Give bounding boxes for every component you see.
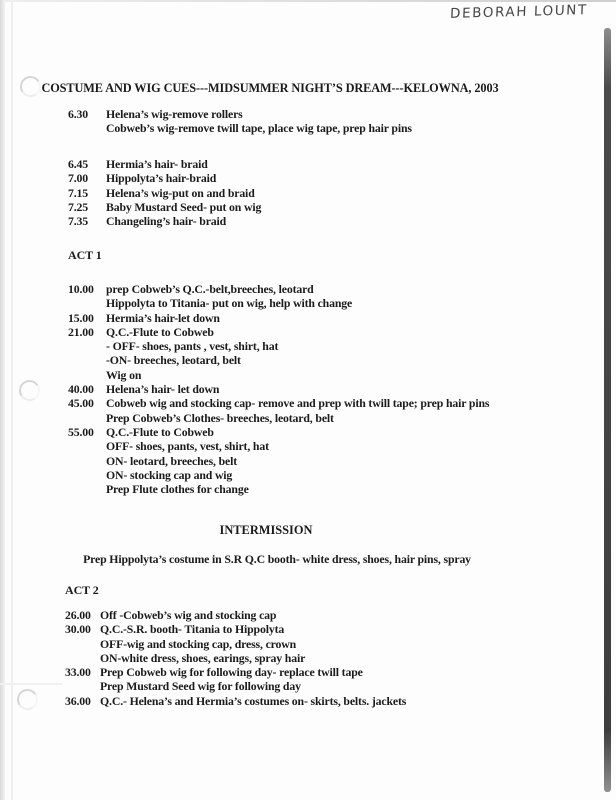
cue-time: 10.00 [68,282,94,296]
cue-text: Off -Cobweb’s wig and stocking cap [100,608,277,622]
cue-row [68,186,261,200]
paper-crease [0,683,62,685]
cue-text: Changeling’s hair- braid [106,214,227,229]
hole-punch-mark [15,687,40,712]
scan-edge-left [0,0,5,800]
cue-text: ON-white dress, shoes, earings, spray hair [100,650,306,665]
cue-text: Prep Cobweb’s Clothes- breeches, leotard, belt [106,410,334,425]
cue-time: 7.15 [68,185,89,200]
cue-time: 7.35 [68,214,89,229]
cue-row [68,425,489,439]
act1-heading: ACT 1 [68,248,102,262]
document-title: COSTUME AND WIG CUES---MIDSUMMER NIGHT’S DREAM---KELOWNA, 2003 [41,81,499,95]
cue-text: Prep Mustard Seed wig for following day [100,679,301,694]
cue-row [68,121,412,135]
cue-time: 21.00 [68,324,94,339]
act1-cue-list [68,282,489,496]
cue-text: Q.C.-Flute to Cobweb [106,324,214,339]
cue-text: Hermia’s hair- braid [106,157,208,171]
cue-time [68,468,106,482]
preshow-cue-group-1 [68,107,412,136]
cue-time: 15.00 [68,310,94,325]
cue-text: Baby Mustard Seed- put on wig [106,199,262,214]
cue-text: Wig on [106,367,142,382]
cue-text: Hippolyta to Titania- put on wig, help with change [106,296,353,311]
cue-time [65,651,100,665]
scan-edge-left-seam [11,0,13,800]
cue-row [68,411,489,425]
cue-row [68,107,412,121]
cue-row [68,454,489,468]
cue-time: 6.30 [68,107,89,121]
cue-time [68,339,106,353]
cue-row [65,651,406,665]
cue-row [68,200,261,214]
cue-row [65,637,406,651]
cue-row [68,482,489,496]
cue-row [68,396,489,410]
intermission-heading: INTERMISSION [219,523,313,537]
cue-text: OFF-wig and stocking cap, dress, crown [100,636,297,651]
cue-row [68,382,489,396]
cue-time: 36.00 [65,693,91,708]
cue-time: 6.45 [68,157,89,171]
cue-text: prep Cobweb’s Q.C.-belt,breeches, leotard [106,282,314,296]
cue-text: Prep Flute clothes for change [106,482,249,497]
cue-row [65,665,406,679]
cue-row [68,339,489,353]
cue-row [68,353,489,367]
cue-text: -ON- breeches, leotard, belt [106,353,241,368]
cue-time: 7.00 [68,171,89,186]
intermission-note: Prep Hippolyta’s costume in S.R Q.C booth- white dress, shoes, hair pins, spray [83,552,471,566]
cue-text: OFF- shoes, pants, vest, shirt, hat [106,439,269,454]
cue-time [68,121,106,135]
cue-text: Helena’s wig-remove rollers [106,107,243,121]
cue-row [68,468,489,482]
preshow-cue-group-2 [68,157,261,228]
cue-row [68,214,261,228]
cue-text: ON- leotard, breeches, belt [106,453,238,468]
cue-text: Cobweb wig and stocking cap- remove and prep with twill tape; prep hair pins [106,396,490,411]
cue-time [65,679,100,693]
cue-text: - OFF- shoes, pants , vest, shirt, hat [106,339,279,354]
scan-edge-top [0,0,616,2]
cue-time [65,637,100,651]
cue-time: 30.00 [65,622,91,637]
cue-text: Q.C.-S.R. booth- Titania to Hippolyta [100,622,285,637]
cue-row [68,157,261,171]
cue-time: 45.00 [68,396,94,411]
cue-text: Hippolyta’s hair-braid [106,171,217,186]
hole-punch-mark [17,378,42,403]
cue-row [68,325,489,339]
cue-time [68,368,106,382]
cue-time [68,439,106,453]
cue-text: Q.C.- Helena’s and Hermia’s costumes on- skirts, belts. jackets [100,693,407,708]
cue-text: Helena’s wig-put on and braid [106,185,255,200]
cue-time [68,353,106,367]
cue-time: 33.00 [65,665,91,680]
cue-row [68,368,489,382]
cue-row [68,171,261,185]
cue-text: ON- stocking cap and wig [106,467,233,482]
cue-row [65,694,406,708]
cue-row [68,311,489,325]
cue-row [68,296,489,310]
cue-text: Cobweb’s wig-remove twill tape, place wig tape, prep hair pins [106,121,412,136]
cue-row [65,608,406,622]
cue-time: 55.00 [68,424,94,439]
cue-time [68,296,106,310]
cue-time: 7.25 [68,199,89,214]
cue-time: 40.00 [68,382,94,397]
scan-edge-right [604,28,611,792]
cue-time [68,411,106,425]
cue-time [68,454,106,468]
handwritten-name: DEBORAH LOUNT [449,2,589,22]
act2-cue-list [65,608,406,708]
cue-row [68,282,489,296]
act2-heading: ACT 2 [65,583,99,597]
cue-time: 26.00 [65,608,91,622]
cue-text: Helena’s hair- let down [106,382,220,397]
cue-row [65,679,406,693]
cue-text: Prep Cobweb wig for following day- replace twill tape [100,665,363,680]
cue-row [68,439,489,453]
cue-row [65,622,406,636]
cue-time [68,482,106,496]
cue-text: Q.C.-Flute to Cobweb [106,424,214,439]
cue-text: Hermia’s hair-let down [106,310,220,325]
